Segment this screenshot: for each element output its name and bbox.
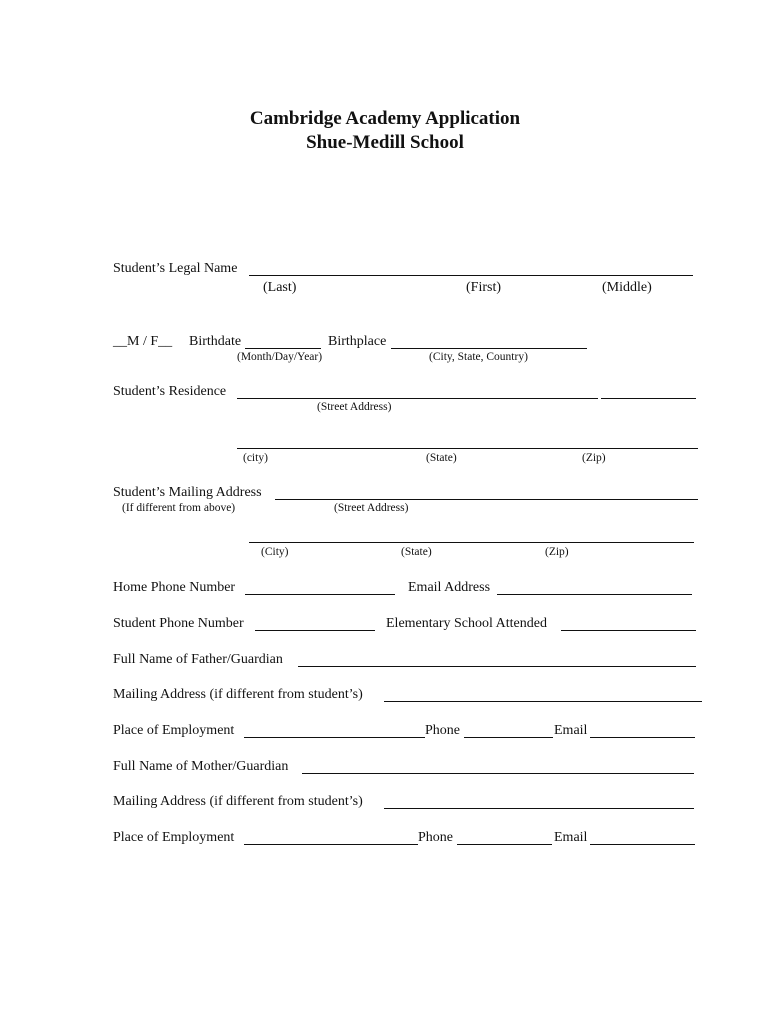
mailing-zip-caption: (Zip): [545, 546, 569, 558]
father-phone-field[interactable]: [464, 737, 553, 738]
birthdate-caption: (Month/Day/Year): [237, 351, 323, 363]
mailing-city-state-zip-field[interactable]: [249, 542, 694, 543]
residence-city-caption: (city): [243, 452, 268, 464]
home-phone-field[interactable]: [245, 594, 395, 595]
email-address-field[interactable]: [497, 594, 692, 595]
residence-label: Student’s Residence: [113, 384, 227, 399]
residence-street-caption: (Street Address): [317, 401, 392, 413]
mother-phone-field[interactable]: [457, 844, 552, 845]
mailing-state-caption: (State): [401, 546, 432, 558]
mother-email-label: Email: [554, 830, 588, 845]
mother-name-field[interactable]: [302, 773, 694, 774]
birthplace-caption: (City, State, Country): [429, 351, 528, 363]
elementary-school-field[interactable]: [561, 630, 696, 631]
mother-mailing-field[interactable]: [384, 808, 694, 809]
father-name-label: Full Name of Father/Guardian: [113, 652, 283, 667]
mailing-street-field[interactable]: [275, 499, 698, 500]
father-employment-label: Place of Employment: [113, 723, 235, 738]
student-phone-field[interactable]: [255, 630, 375, 631]
gender-field[interactable]: __M / F__: [113, 334, 173, 349]
legal-name-label: Student’s Legal Name: [113, 261, 238, 276]
mailing-street-caption: (Street Address): [334, 502, 409, 514]
elementary-school-label: Elementary School Attended: [386, 616, 547, 631]
mailing-city-caption: (City): [261, 546, 289, 558]
home-phone-label: Home Phone Number: [113, 580, 236, 595]
form-title: Cambridge Academy Application: [249, 108, 521, 129]
mother-employment-label: Place of Employment: [113, 830, 235, 845]
father-mailing-field[interactable]: [384, 701, 702, 702]
birthdate-field[interactable]: [245, 348, 321, 349]
father-email-label: Email: [554, 723, 588, 738]
father-name-field[interactable]: [298, 666, 696, 667]
mother-email-field[interactable]: [590, 844, 695, 845]
last-name-caption: (Last): [263, 280, 297, 295]
school-name: Shue-Medill School: [306, 132, 464, 153]
mother-mailing-label: Mailing Address (if different from student’s): [113, 794, 363, 809]
student-phone-label: Student Phone Number: [113, 616, 244, 631]
mother-name-label: Full Name of Mother/Guardian: [113, 759, 289, 774]
residence-street-field[interactable]: [237, 398, 598, 399]
birthdate-label: Birthdate: [189, 334, 242, 349]
father-phone-label: Phone: [425, 723, 460, 738]
residence-zip-caption: (Zip): [582, 452, 606, 464]
birthplace-label: Birthplace: [328, 334, 387, 349]
birthplace-field[interactable]: [391, 348, 587, 349]
mailing-address-label: Student’s Mailing Address: [113, 485, 262, 500]
email-address-label: Email Address: [408, 580, 491, 595]
residence-state-caption: (State): [426, 452, 457, 464]
mother-phone-label: Phone: [418, 830, 453, 845]
mailing-note: (If different from above): [122, 502, 236, 514]
residence-city-state-zip-field[interactable]: [237, 448, 698, 449]
father-mailing-label: Mailing Address (if different from student’s): [113, 687, 363, 702]
mother-employment-field[interactable]: [244, 844, 418, 845]
father-employment-field[interactable]: [244, 737, 425, 738]
father-email-field[interactable]: [590, 737, 695, 738]
middle-name-caption: (Middle): [602, 280, 652, 295]
first-name-caption: (First): [466, 280, 501, 295]
residence-unit-field[interactable]: [601, 398, 696, 399]
legal-name-field[interactable]: [249, 275, 693, 276]
